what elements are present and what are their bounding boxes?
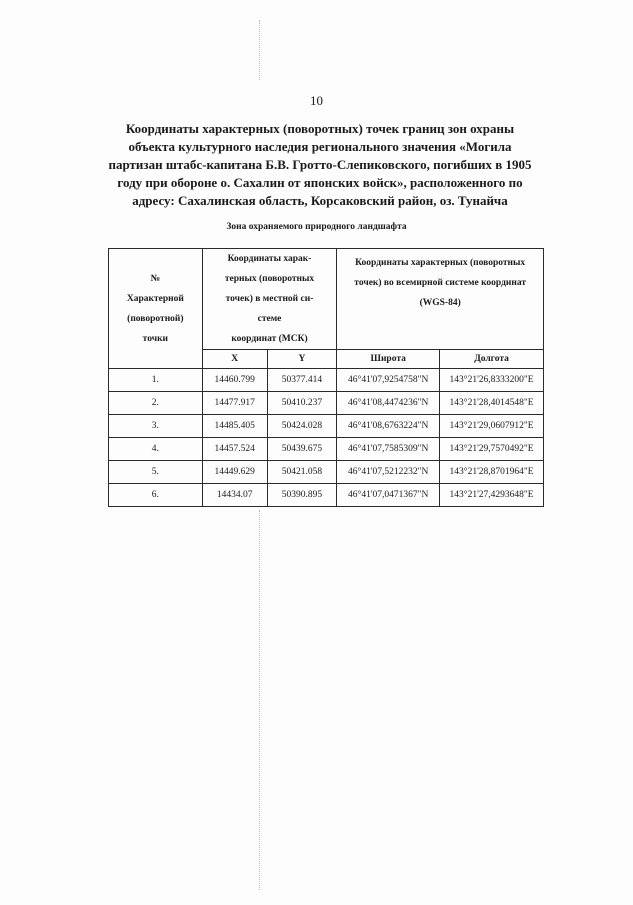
coord-y: 50377.414 [267, 369, 337, 392]
scan-artifact-line [259, 20, 260, 80]
latitude: 46°41'08,6763224"N [337, 415, 440, 438]
header-wgs-coordinates: Координаты характерных (поворотных точек) во всемирной системе координат (WGS-84) [337, 249, 544, 350]
zone-caption: Зона охраняемого природного ландшафта [226, 222, 407, 232]
header-point-number: № Характерной (поворотной) точки [109, 249, 203, 369]
page-number: 10 [310, 93, 323, 108]
latitude: 46°41'07,7585309"N [337, 438, 440, 461]
header-x: X [202, 350, 267, 369]
scan-artifact-line [259, 510, 260, 890]
header-y: Y [267, 350, 337, 369]
longitude: 143°21'29,7570492"E [440, 438, 544, 461]
point-number: 4. [109, 438, 203, 461]
longitude: 143°21'28,8701964"E [440, 461, 544, 484]
latitude: 46°41'07,0471367"N [337, 484, 440, 507]
table-row [109, 484, 544, 507]
table-row [109, 415, 544, 438]
coord-y: 50439.675 [267, 438, 337, 461]
latitude: 46°41'07,9254758"N [337, 369, 440, 392]
coord-x: 14477.917 [202, 392, 267, 415]
point-number: 1. [109, 369, 203, 392]
header-longitude: Долгота [440, 350, 544, 369]
point-number: 5. [109, 461, 203, 484]
coord-x: 14449.629 [202, 461, 267, 484]
title-line: объекта культурного наследия регионального значения «Могила [128, 139, 512, 154]
coord-x: 14434.07 [202, 484, 267, 507]
title-line: партизан штабс-капитана Б.В. Гротто-Слепиковского, погибших в 1905 [108, 157, 532, 172]
point-number: 6. [109, 484, 203, 507]
title-line: адресу: Сахалинская область, Корсаковский район, оз. Тунайча [132, 193, 508, 208]
longitude: 143°21'29,0607912"E [440, 415, 544, 438]
table-row [109, 369, 544, 392]
point-number: 3. [109, 415, 203, 438]
table-row [109, 461, 544, 484]
table-row [109, 438, 544, 461]
coord-y: 50424.028 [267, 415, 337, 438]
coord-x: 14460.799 [202, 369, 267, 392]
header-latitude: Широта [337, 350, 440, 369]
coord-y: 50390.895 [267, 484, 337, 507]
point-number: 2. [109, 392, 203, 415]
header-local-coordinates: Координаты харак- терных (поворотных точек) в местной си- стеме координат (МСК) [202, 249, 337, 350]
latitude: 46°41'07,5212232"N [337, 461, 440, 484]
longitude: 143°21'27,4293648"E [440, 484, 544, 507]
longitude: 143°21'26,8333200"E [440, 369, 544, 392]
document-title [100, 120, 540, 210]
table-row [109, 392, 544, 415]
coord-y: 50421.058 [267, 461, 337, 484]
title-line: Координаты характерных (поворотных) точек границ зон охраны [125, 121, 515, 136]
latitude: 46°41'08,4474236"N [337, 392, 440, 415]
longitude: 143°21'28,4014548"E [440, 392, 544, 415]
coord-x: 14485.405 [202, 415, 267, 438]
title-line: году при обороне о. Сахалин от японских войск», расположенного по [117, 175, 523, 190]
coord-x: 14457.524 [202, 438, 267, 461]
coord-y: 50410.237 [267, 392, 337, 415]
coordinates-table [108, 248, 544, 507]
